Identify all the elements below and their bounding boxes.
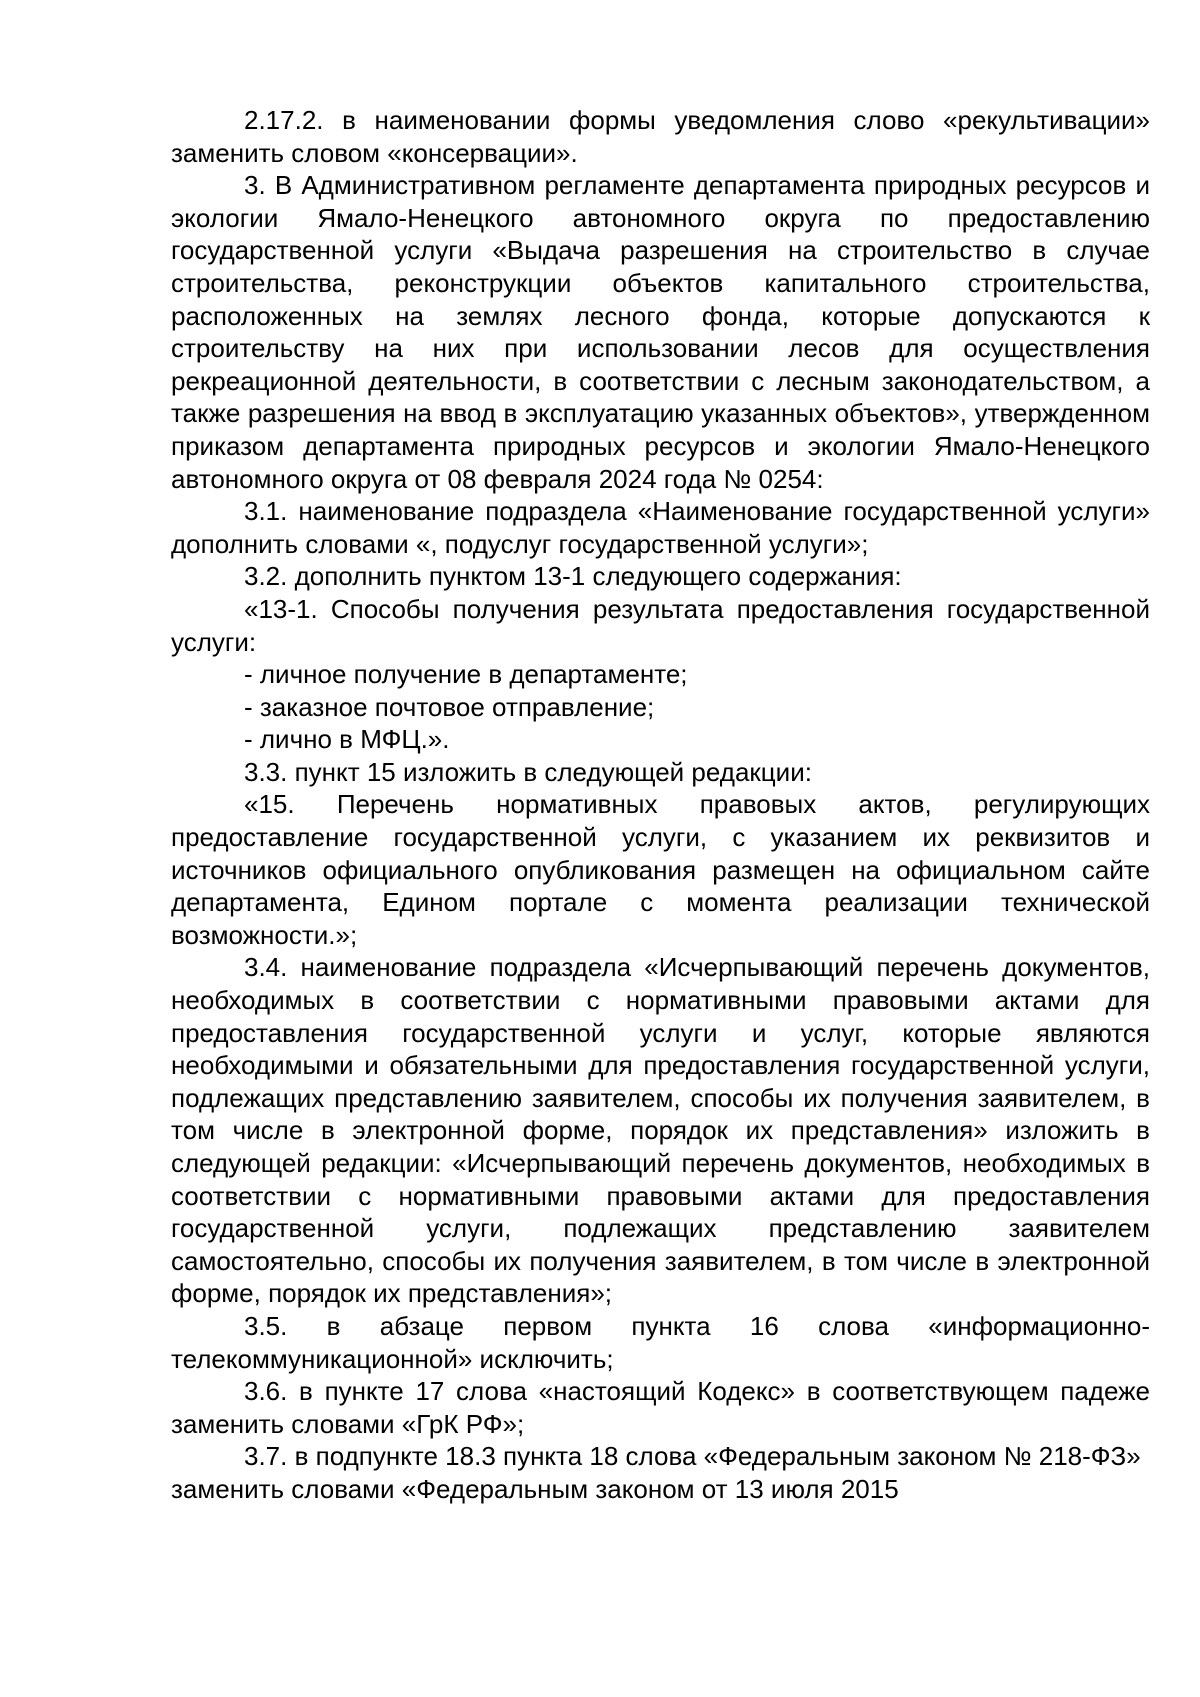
list-item-mfc: - лично в МФЦ.». <box>244 724 450 755</box>
paragraph-13-1: «13-1. Способы получения результата предоставления государственной услуги: <box>171 593 1150 657</box>
list-item-department: - личное получение в департаменте; <box>244 659 688 690</box>
paragraph-3: 3. В Административном регламенте департамента природных ресурсов и экологии Ямало-Ненецкого автономного округа по предоставлению государственной услуги «Выдача разрешения на строительство в случае строительства, реконструкции объектов капитального строительства, расположенных на землях лесного фонда, которые допускаются к строительству на них при использовании лесов для осуществления рекреационной деятельности, в соответствии с лесным законодательством, а также разрешения на ввод в эксплуатацию указанных объектов», утвержденном приказом департамента природных ресурсов и экологии Ямало-Ненецкого автономного округа от 08 февраля 2024 года № 0254: <box>171 170 1150 494</box>
paragraph-15: «15. Перечень нормативных правовых актов, регулирующих предоставление государственной услуги, с указанием их реквизитов и источников официального опубликования размещен на официальном сайте департамента, Едином портале с момента реализации технической возможности.»; <box>171 789 1150 950</box>
document-page <box>171 104 1150 1506</box>
paragraph-3-2: 3.2. дополнить пунктом 13-1 следующего содержания: <box>244 561 902 592</box>
list-item-mail: - заказное почтовое отправление; <box>244 691 655 722</box>
paragraph-3-3: 3.3. пункт 15 изложить в следующей редакции: <box>244 756 812 787</box>
paragraph-3-1: 3.1. наименование подраздела «Наименование государственной услуги» дополнить словами «, подуслуг государственной услуги»; <box>171 496 1150 559</box>
paragraph-3-4: 3.4. наименование подраздела «Исчерпывающий перечень документов, необходимых в соответствии с нормативными правовыми актами для предоставления государственной услуги и услуг, которые являются необходимыми и обязательными для предоставления государственной услуги, подлежащих представлению заявителем, способы их получения заявителем, в том числе в электронной форме, порядок их представления» изложить в следующей редакции: «Исчерпывающий перечень документов, необходимых в соответствии с нормативными правовыми актами для предоставления государственной услуги, подлежащих представлению заявителем самостоятельно, способы их получения заявителем, в том числе в электронной форме, порядок их представления»; <box>171 952 1150 1309</box>
paragraph-3-7: 3.7. в подпункте 18.3 пункта 18 слова «Федеральным законом № 218-ФЗ» заменить словами «Федеральным законом от 13 июля 2015 <box>171 1441 1141 1504</box>
paragraph-3-6: 3.6. в пункте 17 слова «настоящий Кодекс» в соответствующем падеже заменить словами «ГрК РФ»; <box>171 1376 1150 1439</box>
paragraph-2-17-2: 2.17.2. в наименовании формы уведомления слово «рекультивации» заменить словом «консервации». <box>171 105 1150 168</box>
paragraph-3-5: 3.5. в абзаце первом пункта 16 слова «информационно-телекоммуникационной» исключить; <box>171 1310 1150 1374</box>
